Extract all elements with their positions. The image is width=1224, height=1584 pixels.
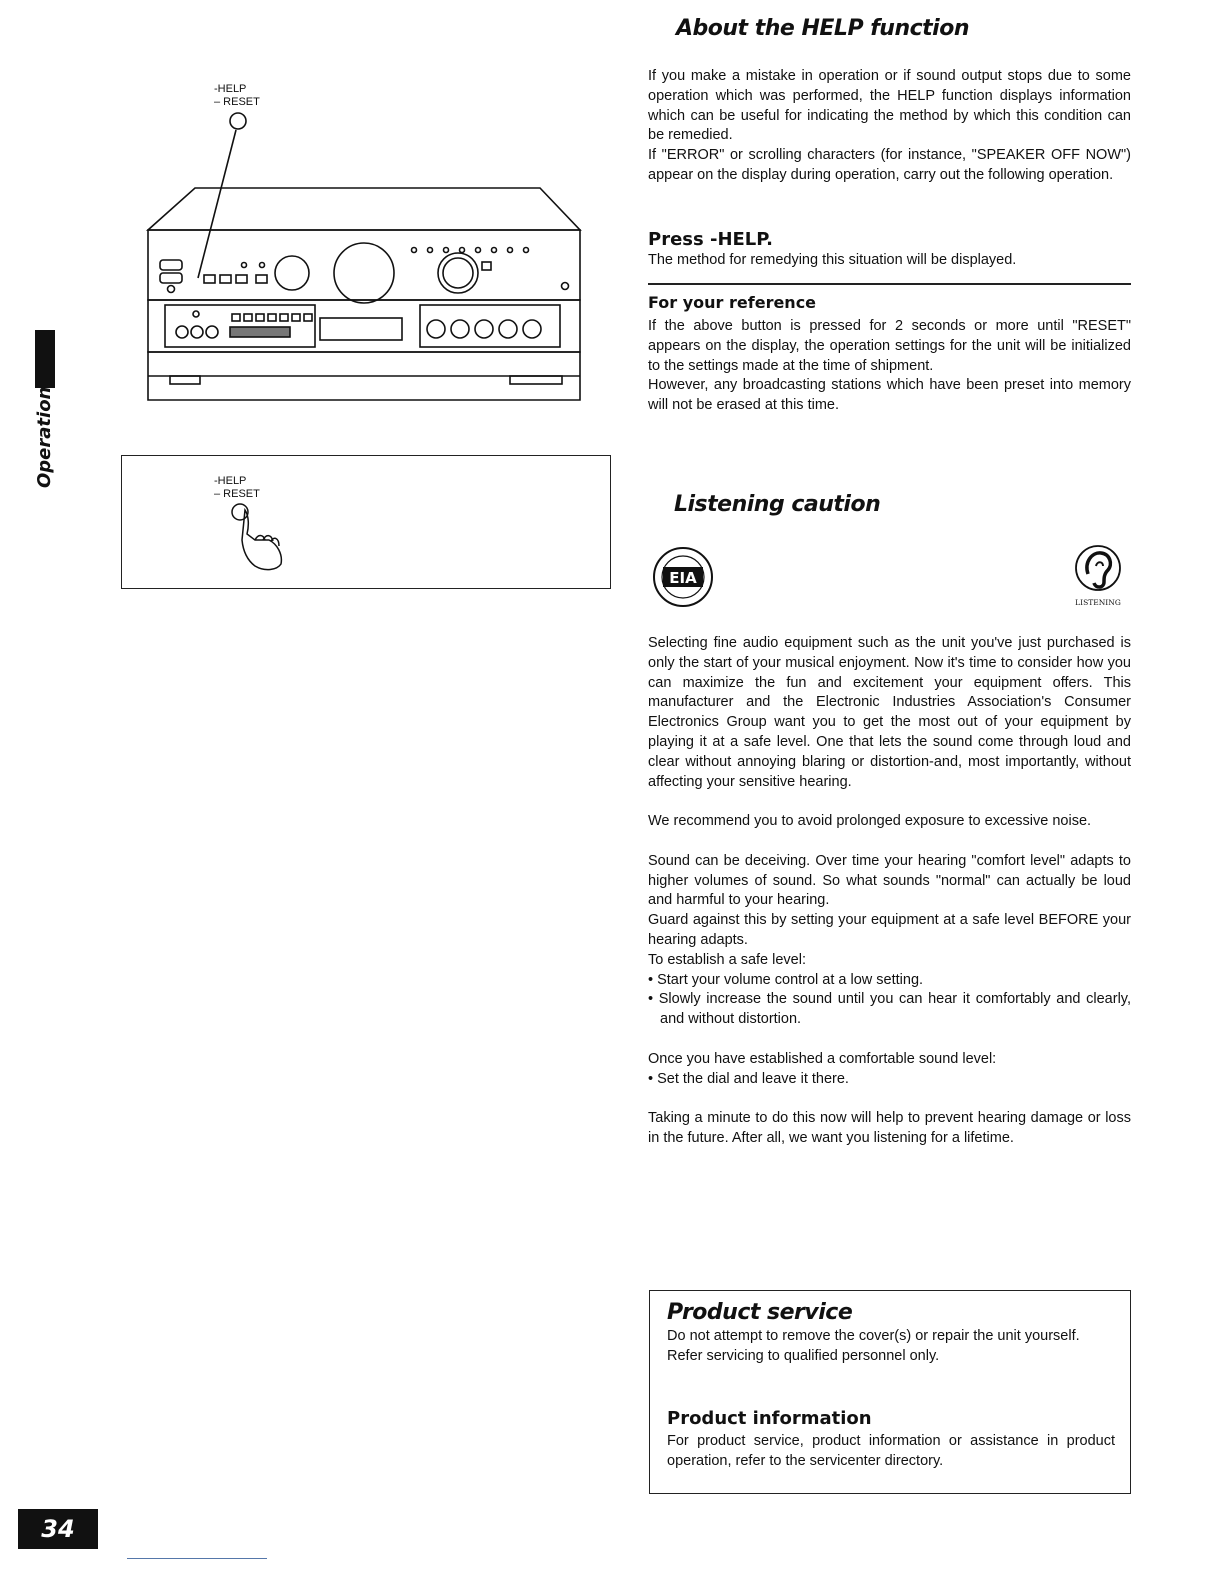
inset-help-label: -HELP	[214, 475, 247, 487]
help-intro	[648, 67, 1131, 186]
listening-logo-text: LISTENING	[1075, 598, 1121, 607]
listening-paragraph: Guard against this by setting your equipment at a safe level BEFORE your hearing adapts.	[648, 912, 1131, 948]
illustration-help-label: -HELP	[214, 83, 247, 95]
reference-text	[648, 317, 1131, 416]
product-information-text: For product service, product information or assistance in product operation, refer to the servicenter directory.	[667, 1433, 1115, 1469]
page-number: 34	[18, 1509, 98, 1549]
product-information-title: Product information	[667, 1408, 872, 1429]
eia-logo	[648, 546, 718, 608]
reference-paragraph: However, any broadcasting stations which have been preset into memory will not be erased at this time.	[648, 377, 1131, 414]
inset-reset-label: – RESET	[214, 488, 260, 500]
help-intro-paragraph: If you make a mistake in operation or if sound output stops due to some operation which was performed, the HELP function displays information which can be useful for indicating the method by which this condition can be remedied.	[648, 68, 1131, 144]
section-divider	[648, 283, 1131, 285]
list-item: • Set the dial and leave it there.	[648, 1070, 849, 1087]
listening-section-title: Listening caution	[674, 492, 881, 517]
help-intro-paragraph: If "ERROR" or scrolling characters (for instance, "SPEAKER OFF NOW") appear on the display during operation, carry out the following operation.	[648, 147, 1131, 183]
comfortable-level-list	[648, 1070, 1131, 1090]
listening-paragraph: Taking a minute to do this now will help to prevent hearing damage or loss in the future. After all, we want you listening for a lifetime.	[648, 1110, 1131, 1146]
press-help-heading: Press -HELP.	[648, 229, 773, 250]
product-service-title: Product service	[667, 1300, 853, 1325]
press-help-text: The method for remedying this situation will be displayed.	[648, 252, 1017, 268]
listening-paragraph: Once you have established a comfortable sound level:	[648, 1050, 997, 1067]
listening-paragraph: Selecting fine audio equipment such as the unit you've just purchased is only the start of your musical enjoyment. Now it's time to consider how you can maximize the fun and excitement your equipment offers. This manufacturer and the Electronic Industries Association's Consumer Electronics Group want you to get the most out of your equipment by playing it at a safe level. One that lets the sound come through loud and clear without annoying blaring or distortion-and, most importantly, without affecting your sensitive hearing.	[648, 635, 1131, 790]
listening-paragraph: Sound can be deceiving. Over time your hearing "comfort level" adapts to higher volumes of sound. So what sounds "normal" can actually be loud and harmful to your hearing.	[648, 852, 1131, 909]
product-service-text	[667, 1327, 1115, 1367]
safe-level-list	[648, 971, 1131, 1030]
eia-logo-text: EIA	[669, 569, 697, 587]
service-paragraph: Do not attempt to remove the cover(s) or repair the unit yourself.	[667, 1328, 1080, 1344]
listening-paragraph: To establish a safe level:	[648, 951, 806, 968]
finger-press-icon	[225, 500, 295, 575]
listening-paragraph: We recommend you to avoid prolonged exposure to excessive noise.	[648, 813, 1092, 830]
side-tab-marker	[35, 330, 55, 388]
list-item: • Start your volume control at a low setting.	[648, 971, 924, 988]
help-section-title: About the HELP function	[676, 16, 969, 41]
illustration-reset-label: – RESET	[214, 96, 260, 108]
inset-box	[121, 455, 611, 589]
listening-ear-logo	[1070, 544, 1126, 608]
service-paragraph: Refer servicing to qualified personnel only.	[667, 1347, 940, 1364]
side-section-label: Operation	[34, 386, 55, 488]
receiver-illustration	[140, 108, 585, 408]
listening-body	[648, 634, 1131, 1149]
list-item: • Slowly increase the sound until you can hear it comfortably and clearly, and without distortion.	[648, 991, 1131, 1028]
reference-heading: For your reference	[648, 293, 817, 312]
footer-rule	[127, 1558, 267, 1559]
reference-paragraph: If the above button is pressed for 2 seconds or more until "RESET" appears on the display, the operation settings for the unit will be initialized to the settings made at the time of shipment.	[648, 318, 1131, 374]
